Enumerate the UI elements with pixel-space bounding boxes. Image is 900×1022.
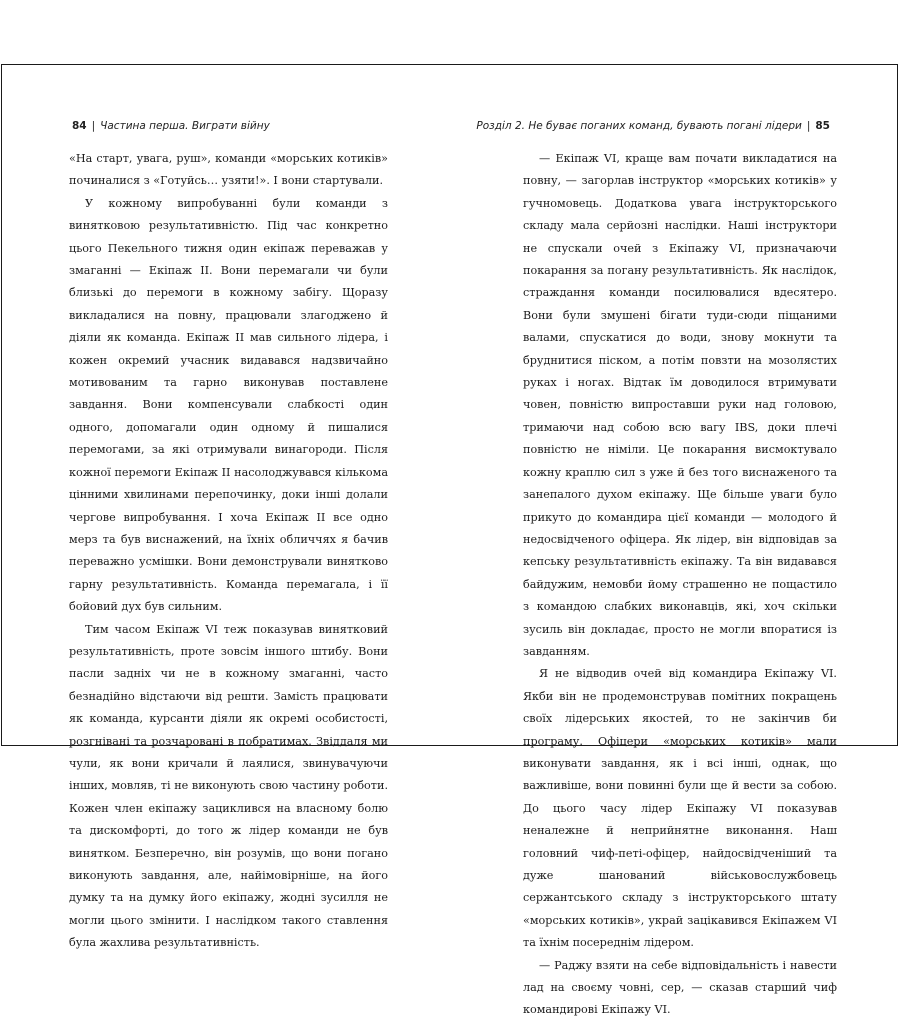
- right-running-title: Розділ 2. Не буває поганих команд, бувають погані лідери: [476, 120, 802, 132]
- right-running-head: [476, 120, 830, 132]
- book-spread: [1, 64, 898, 1017]
- left-page: [2, 65, 450, 950]
- paragraph: Тим часом Екіпаж VI теж показував винятковий результативність, проте зовсім іншого штибу. Вони пасли задніх чи не в кожному змаганні, часто безнадійно відстаючи від решти. Замість працювати як команда, курсанти діяли як окремі особистості, розгнівані та розчаровані в побратимах. Звіддаля ми чули, як вони кричали й лаялися, звинувачуючи інших, мовляв, ті не виконують свою частину роботи. Кожен член екіпажу зациклився на власному болю та дискомфорті, до того ж лідер команди не був винятком. Безперечно, він розумів, що вони погано виконують завдання, але, найімовірніше, на його думку та на думку його екіпажу, жодні зусилля не могли цього змінити. І наслідком такого ставлення була жахлива результативність.: [69, 622, 388, 950]
- right-body-text: [523, 148, 837, 1022]
- left-running-title: Частина перша. Виграти війну: [100, 120, 270, 132]
- right-head-separator: |: [806, 120, 811, 132]
- paragraph: У кожному випробуванні були команди з винятковою результативністю. Під час конкретно цього Пекельного тижня один екіпаж переважав у змаганні — Екіпаж ІІ. Вони перемагали чи були близькі до перемоги в кожному забігу. Щоразу викладалися на повну, працювали злагоджено й діяли як команда. Екіпаж ІІ мав сильного лідера, і кожен окремий учасник видавався надзвичайно мотивованим та гарно виконував поставлене завдання. Вони компенсували слабкості один одного, допомагали один одному й пишалися перемогами, за які отримували винагороди. Після кожної перемоги Екіпаж ІІ насолоджувався кількома цінними хвилинами перепочинку, доки інші долали чергове випробування. І хоча Екіпаж ІІ все одно мерз та був виснажений, на їхніх обличчях я бачив переважно усмішки. Вони демонстрували винятково гарну результативність. Команда перемагала, і її бойовий дух був сильним.: [69, 196, 388, 614]
- paragraph: — Екіпаж VI, краще вам почати викладатися на повну, — загорлав інструктор «морських котиків» у гучномовець. Додаткова увага інструкторського складу мала серйозні наслідки. Наші інструктори не спускали очей з Екіпажу VI, призначаючи покарання за погану результативність. Як наслідок, страждання команди посилювалися вдесятеро. Вони були змушені бігати туди-сюди піщаними валами, спускатися до води, знову мокнути та бруднитися піском, а потім повзти на мозолястих руках і ногах. Відтак їм доводилося втримувати човен, повністю випроставши руки над головою, тримаючи над собою всю вагу IBS, доки плечі повністю не німіли. Це покарання висмоктувало кожну краплю сил з уже й без того виснаженого та занепалого духом екіпажу. Ще більше уваги було прикуто до командира цієї команди — молодого й недосвідченого офіцера. Як лідер, він відповідав за кепську результативність екіпажу. Та він видавався байдужим, немовби йому страшенно не пощастило з командою слабких виконавців, які, хоч скільки зусиль він докладає, просто не могли впоратися із завданням.: [523, 152, 837, 658]
- left-body-text: [69, 148, 388, 955]
- right-page-number: 85: [815, 120, 830, 132]
- paragraph: Я не відводив очей від командира Екіпажу VI. Якби він не продемонстрував помітних покращень своїх лідерських якостей, то не закінчив би програму. Офіцери «морських котиків» мали виконувати завдання, як і всі інші, однак, що важливіше, вони повинні були ще й вести за собою. До цього часу лідер Екіпажу VI показував неналежне й неприйнятне виконання. Наш головний чиф-петі-офіцер, найдосвідченіший та дуже шанований військовослужбовець сержантського складу з інструкторського штату «морських котиків», украй зацікавився Екіпажем VI та їхнім посереднім лідером.: [523, 667, 837, 950]
- right-page: [450, 65, 897, 1017]
- left-running-head: [72, 120, 270, 132]
- left-page-number: 84: [72, 120, 87, 132]
- paragraph: «На старт, увага, руш», команди «морських котиків» починалися з «Готуйсь… узяти!». І вони стартували.: [69, 152, 388, 188]
- left-head-separator: |: [91, 120, 96, 132]
- paragraph: — Раджу взяти на себе відповідальність і навести лад на своєму човні, сер, — сказав старший чиф командирові Екіпажу VI.: [523, 958, 837, 1017]
